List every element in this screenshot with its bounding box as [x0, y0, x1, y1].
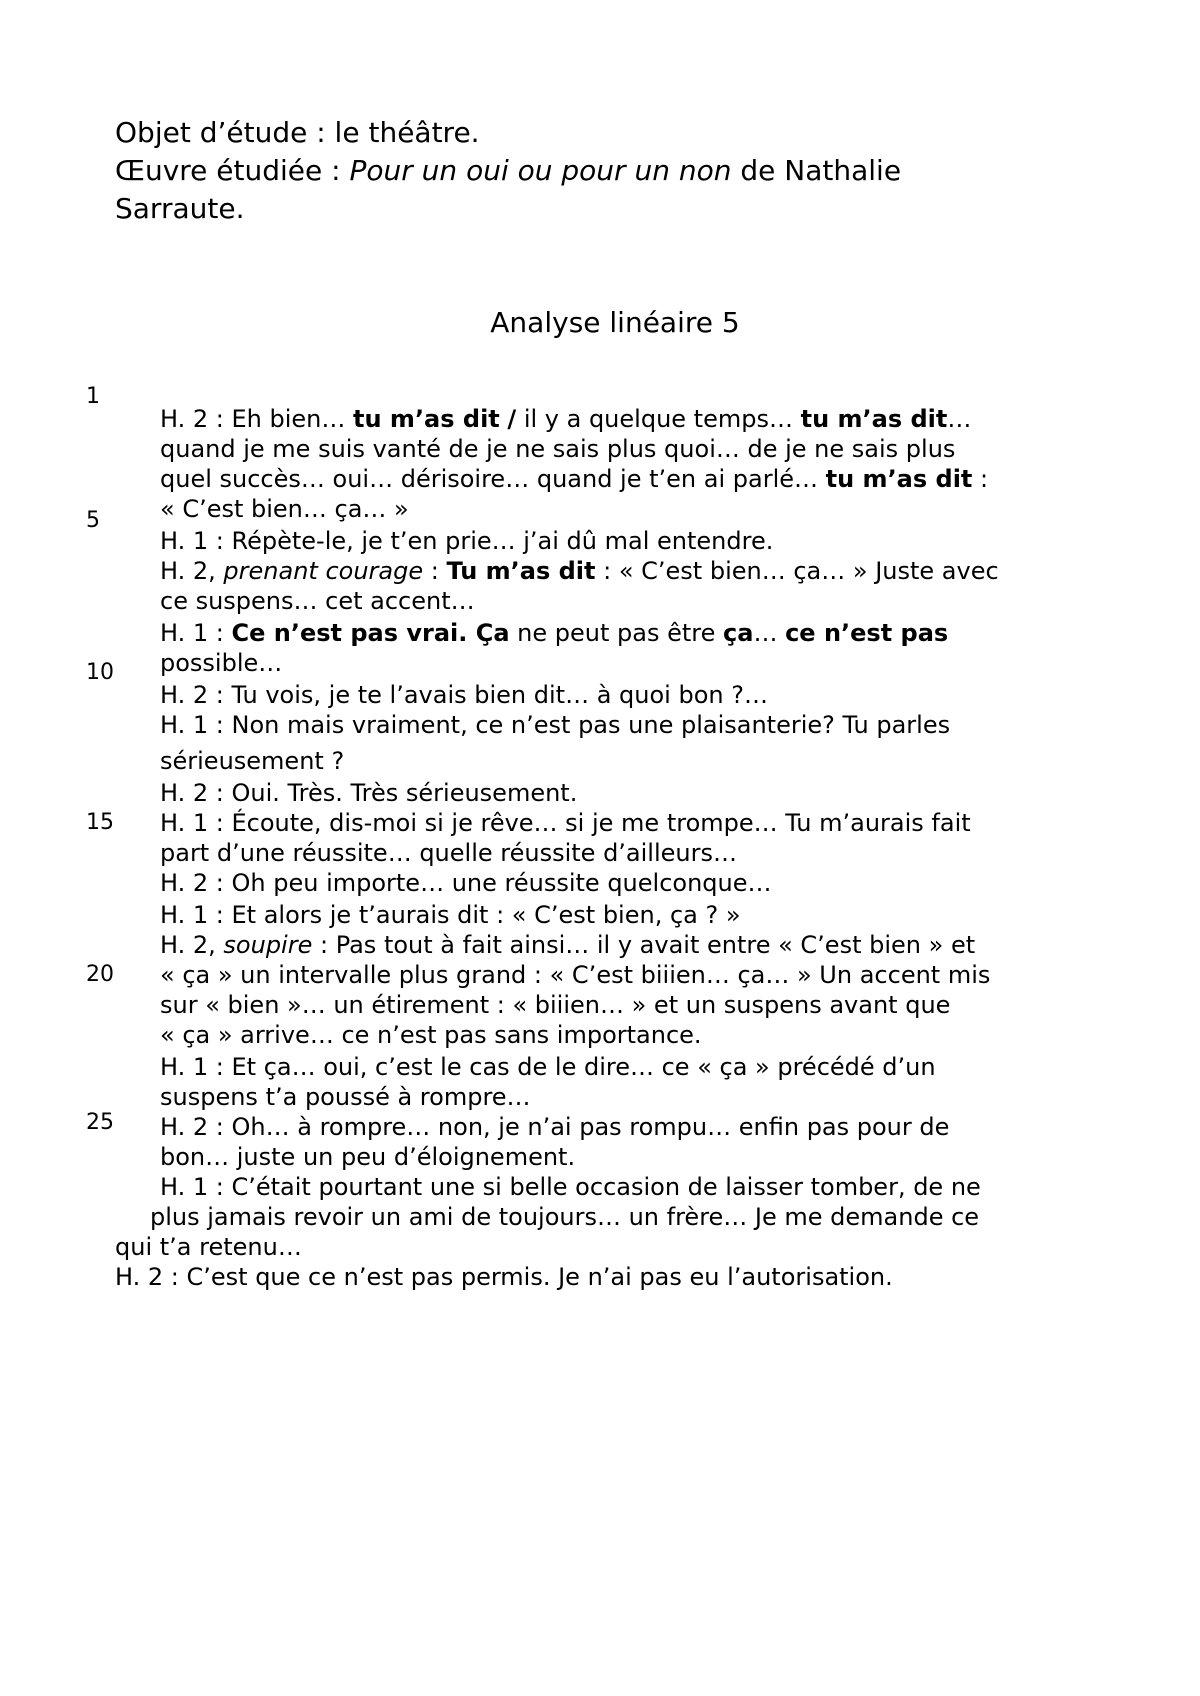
text-segment: sérieusement ? — [160, 747, 345, 775]
text-segment: : — [423, 557, 447, 585]
text-segment: H. 1 : — [160, 619, 232, 647]
text-segment: « ça » un intervalle plus grand : « C’est biiien… ça… » Un accent mis — [160, 961, 991, 989]
text-segment: ne peut pas être — [509, 619, 724, 647]
text-segment: quel succès… oui… dérisoire… quand je t’en ai parlé… — [160, 465, 826, 493]
emphasis-bold: tu m’as dit — [825, 465, 973, 493]
text-segment: H. 2 : Eh bien… — [160, 405, 354, 433]
dialogue-line — [160, 838, 737, 868]
text-segment: H. 2 : Oh peu importe… une réussite quelconque… — [160, 869, 772, 897]
dialogue-line — [160, 648, 282, 678]
document-header — [115, 114, 1075, 228]
text-segment: : Pas tout à fait ainsi… il y avait entre « C’est bien » et — [312, 931, 976, 959]
text-segment: part d’une réussite… quelle réussite d’ailleurs… — [160, 839, 737, 867]
text-segment: … — [947, 405, 972, 433]
dialogue-line — [160, 680, 768, 710]
emphasis-bold: / — [507, 405, 517, 433]
text-segment: H. 2, — [160, 931, 224, 959]
dialogue-line — [160, 868, 772, 898]
text-segment: suspens t’a poussé à rompre… — [160, 1083, 531, 1111]
dialogue-line — [160, 990, 950, 1020]
stage-direction: soupire — [223, 931, 313, 959]
text-segment: H. 2 : Oui. Très. Très sérieusement. — [160, 779, 578, 807]
dialogue-line — [160, 778, 577, 808]
dialogue-line — [150, 1202, 979, 1232]
dialogue-line — [160, 930, 975, 960]
emphasis-bold: tu m’as dit — [353, 405, 500, 433]
text-segment: ce suspens… cet accent… — [160, 587, 475, 615]
line-number: 10 — [86, 660, 114, 685]
emphasis-bold: ce n’est pas — [785, 619, 949, 647]
dialogue-line — [160, 710, 950, 740]
dialogue-line — [160, 1052, 936, 1082]
work-title: Pour un oui ou pour un non — [349, 154, 732, 187]
dialogue-line — [160, 808, 971, 838]
dialogue-line — [160, 960, 990, 990]
dialogue-line — [160, 556, 999, 586]
text-segment: sur « bien »… un étirement : « biiien… » et un suspens avant que — [160, 991, 951, 1019]
dialogue-line — [160, 746, 344, 776]
dialogue-line — [160, 586, 475, 616]
study-object: Objet d’étude : le théâtre. — [115, 116, 480, 149]
studied-work-label: Œuvre étudiée : — [115, 154, 350, 187]
text-segment: H. 2 : Tu vois, je te l’avais bien dit… à quoi bon ?… — [160, 681, 768, 709]
dialogue-line — [160, 434, 955, 464]
text-segment: : « C’est bien… ça… » Juste avec — [595, 557, 999, 585]
emphasis-bold: Tu m’as dit — [446, 557, 596, 585]
line-number: 20 — [86, 962, 114, 987]
line-number: 5 — [86, 508, 100, 533]
text-segment: H. 1 : Non mais vraiment, ce n’est pas une plaisanterie? Tu parles — [160, 711, 951, 739]
line-number: 15 — [86, 810, 114, 835]
stage-direction: prenant courage — [223, 557, 424, 585]
dialogue-line — [160, 1142, 575, 1172]
text-segment: … — [753, 619, 786, 647]
emphasis-bold: tu m’as dit — [800, 405, 948, 433]
author-first: de Nathalie — [731, 154, 902, 187]
emphasis-bold: Ce n’est pas vrai. Ça — [231, 619, 510, 647]
text-segment: H. 2 : Oh… à rompre… non, je n’ai pas rompu… enfin pas pour de — [160, 1113, 950, 1141]
dialogue-line — [160, 900, 741, 930]
studied-work — [115, 152, 1075, 190]
text-segment: il y a quelque temps… — [516, 405, 801, 433]
dialogue-line — [115, 1232, 302, 1262]
text-segment: possible… — [160, 649, 283, 677]
dialogue-line — [160, 618, 948, 648]
line-number: 1 — [86, 384, 100, 409]
line-number: 25 — [86, 1110, 114, 1135]
text-segment: H. 1 : Écoute, dis-moi si je rêve… si je me trompe… Tu m’aurais fait — [160, 809, 971, 837]
text-segment: H. 1 : Répète-le, je t’en prie… j’ai dû mal entendre. — [160, 527, 774, 555]
dialogue-line — [115, 1262, 893, 1292]
dialogue-line — [160, 526, 773, 556]
text-segment: : — [972, 465, 989, 493]
text-segment: H. 1 : C’était pourtant une si belle occasion de laisser tomber, de ne — [160, 1173, 981, 1201]
dialogue-line — [160, 1082, 531, 1112]
dialogue-line — [160, 1020, 702, 1050]
author-last: Sarraute. — [115, 192, 245, 225]
text-segment: qui t’a retenu… — [115, 1233, 302, 1261]
dialogue-line — [160, 1172, 981, 1202]
dialogue-line — [160, 464, 988, 494]
text-segment: H. 2, — [160, 557, 224, 585]
text-segment: H. 1 : Et ça… oui, c’est le cas de le dire… ce « ça » précédé d’un — [160, 1053, 936, 1081]
text-segment: « C’est bien… ça… » — [160, 495, 409, 523]
text-segment: H. 2 : C’est que ce n’est pas permis. Je n’ai pas eu l’autorisation. — [115, 1263, 893, 1291]
emphasis-bold: ça — [723, 619, 754, 647]
dialogue-line — [160, 494, 409, 524]
text-segment: H. 1 : Et alors je t’aurais dit : « C’est bien, ça ? » — [160, 901, 741, 929]
text-segment: « ça » arrive… ce n’est pas sans importance. — [160, 1021, 702, 1049]
dialogue-line — [160, 1112, 949, 1142]
page-title: Analyse linéaire 5 — [490, 306, 740, 339]
text-segment: bon… juste un peu d’éloignement. — [160, 1143, 576, 1171]
dialogue-line — [160, 404, 971, 434]
text-segment: quand je me suis vanté de je ne sais plus quoi… de je ne sais plus — [160, 435, 956, 463]
text-segment: plus jamais revoir un ami de toujours… un frère… Je me demande ce — [150, 1203, 980, 1231]
